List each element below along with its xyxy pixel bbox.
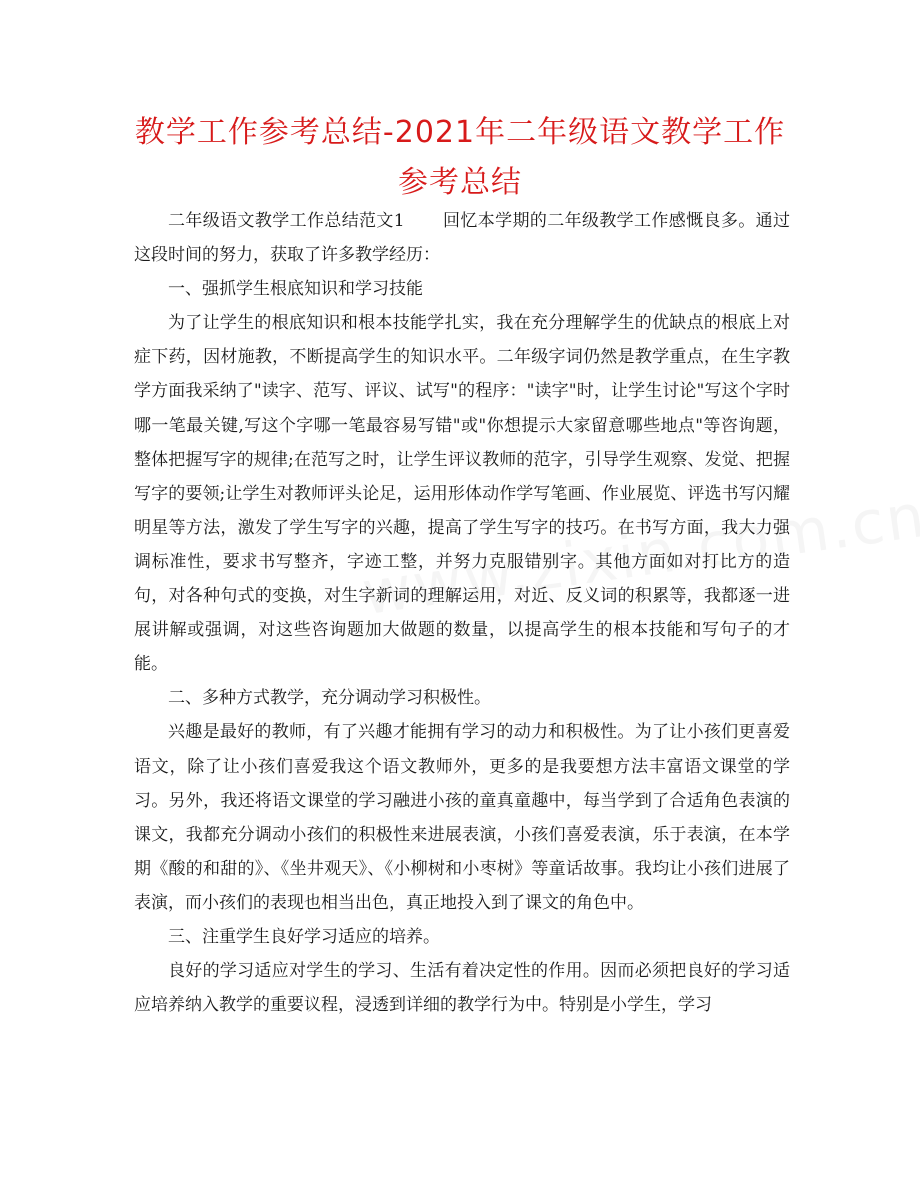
section-heading-1: 一、强抓学生根底知识和学习技能 (168, 279, 423, 300)
section-heading-3: 三、注重学生良好学习适应的培养。 (168, 926, 440, 947)
section-heading-2: 二、多种方式教学，充分调动学习积极性。 (168, 688, 491, 709)
intro-text: 回忆本学期的二年级教学工作感慨良多。通过这段时间的努力，获取了许多教学经历： (134, 211, 791, 266)
body-paragraph-2: 兴趣是最好的教师，有了兴趣才能拥有学习的动力和积极性。为了让小孩们更喜爱语文，除了让小孩们喜爱我这个语文教师外，更多的是我要想方法丰富语文课堂的学习。另外，我还将语文课堂的学习融进小孩的童真童趣中，每当学到了合适角色表演的课文，我都充分调动小孩们的积极性来进展表演，小孩们喜爱表演，乐于表演，在本学期《酸的和甜的》、《坐井观天》、《小柳树和小枣树》等童话故事。我均让小孩们进展了表演，而小孩们的表现也相当出色，真正地投入到了课文的角色中。 (134, 722, 790, 913)
document-title: 教学工作参考总结-2021年二年级语文教学工作参考总结 (134, 115, 786, 200)
body-paragraph-1: 为了让学生的根底知识和根本技能学扎实，我在充分理解学生的优缺点的根底上对症下药，因材施教，不断提高学生的知识水平。二年级字词仍然是教学重点，在生字教学方面我采纳了"读字、范写、评议、试写"的程序："读字"时，让学生讨论"写这个字时哪一笔最关键,写这个字哪一笔最容易写错"或"你想提示大家留意哪些地点"等咨询题，整体把握写字的规律;在范写之时，让学生评议教师的范字，引导学生观察、发觉、把握写字的要领;让学生对教师评头论足，运用形体动作学写笔画、作业展览、评选书写闪耀明星等方法，激发了学生写字的兴趣，提高了学生写字的技巧。在书写方面，我大力强调标准性，要求书写整齐，字迹工整，并努力克服错别字。其他方面如对打比方的造句，对各种句式的变换，对生字新词的理解运用，对近、反义词的积累等，我都逐一进展讲解或强调，对这些咨询题加大做题的数量，以提高学生的根本技能和写句子的才能。 (134, 313, 790, 675)
document-body (134, 204, 790, 1022)
intro-paragraph (134, 204, 790, 272)
intro-heading: 二年级语文教学工作总结范文1 (168, 211, 405, 231)
body-paragraph-3: 良好的学习适应对学生的学习、生活有着决定性的作用。因而必须把良好的学习适应培养纳入教学的重要议程，浸透到详细的教学行为中。特别是小学生，学习 (134, 961, 790, 1016)
